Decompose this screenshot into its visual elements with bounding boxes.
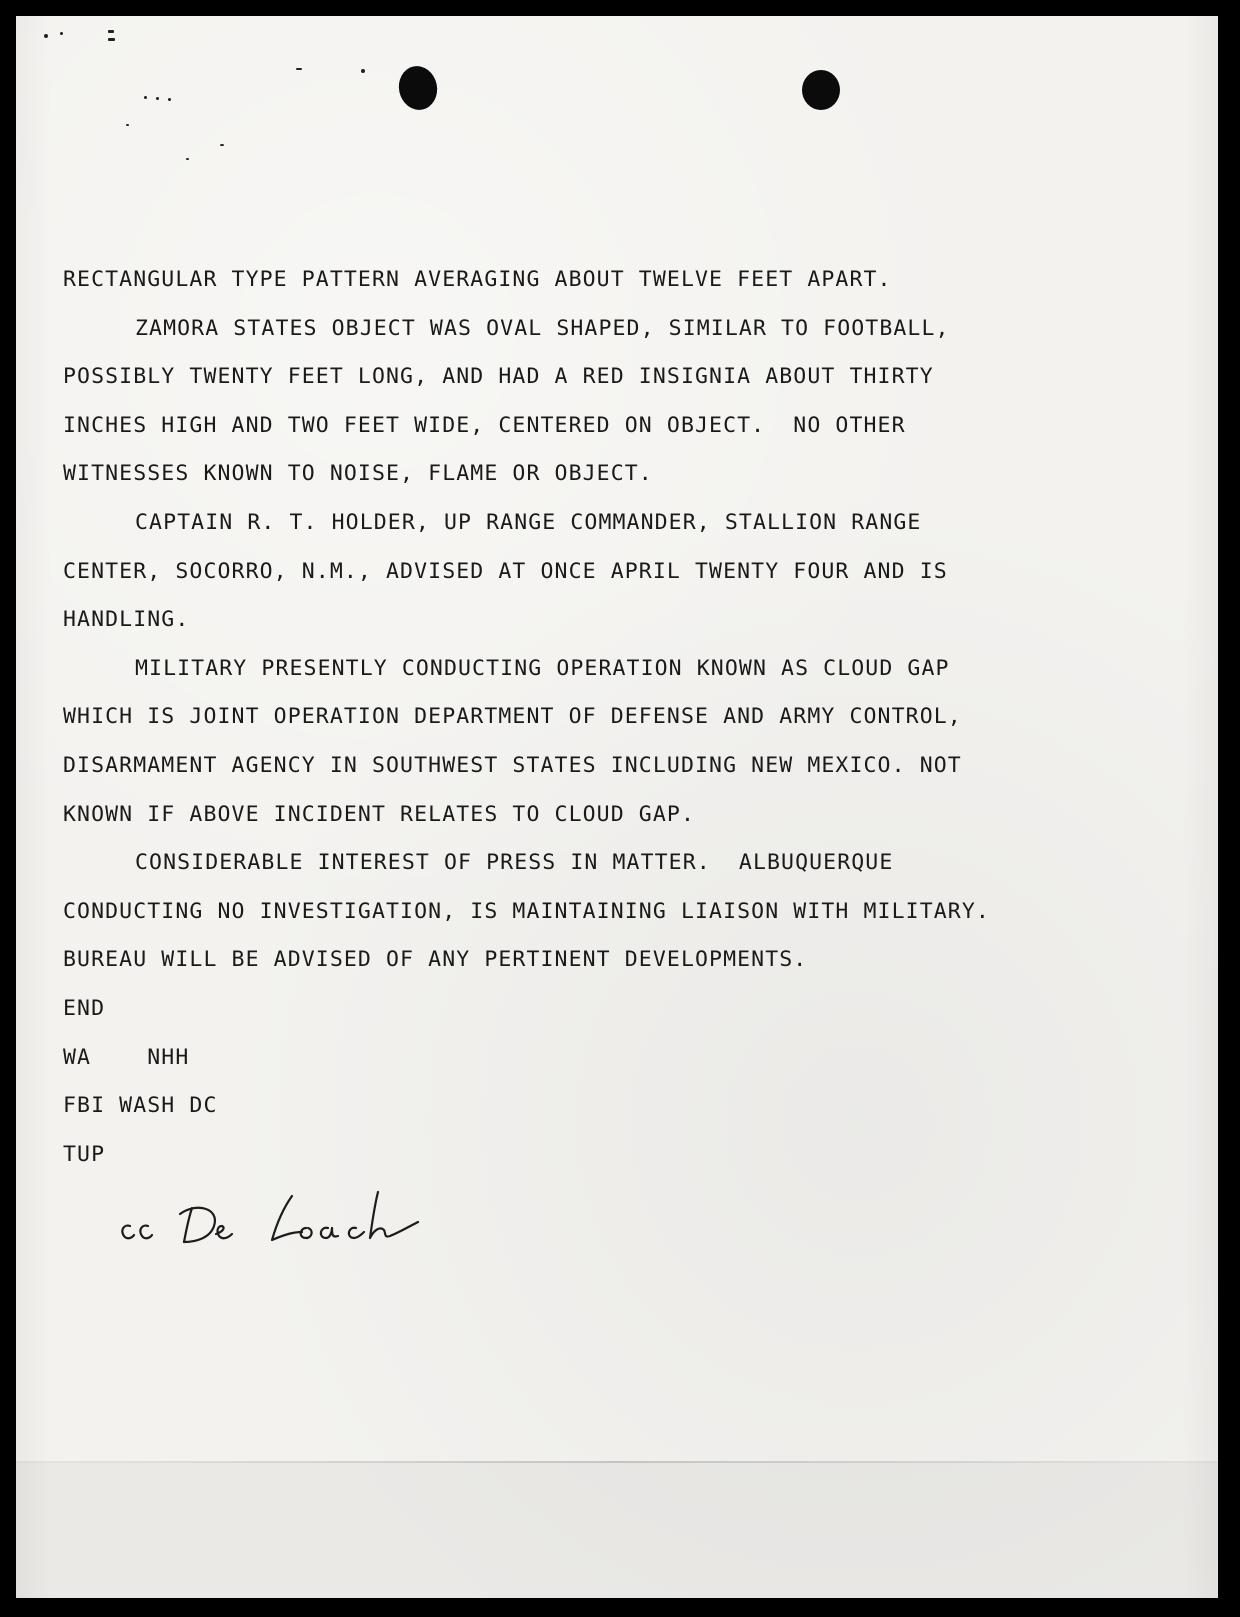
- text-line: TUP: [63, 1141, 106, 1167]
- teletype-body-text: [63, 256, 1173, 1179]
- text-line: BUREAU WILL BE ADVISED OF ANY PERTINENT DEVELOPMENTS.: [63, 947, 808, 973]
- text-line: WITNESSES KNOWN TO NOISE, FLAME OR OBJECT.: [63, 461, 653, 487]
- ink-speck: [108, 30, 114, 33]
- ink-speck: [168, 98, 171, 101]
- text-line: FBI WASH DC: [63, 1093, 218, 1119]
- text-line: CAPTAIN R. T. HOLDER, UP RANGE COMMANDER, STALLION RANGE: [135, 509, 922, 535]
- ink-speck: [220, 144, 224, 146]
- page-bottom-strip: [16, 1463, 1218, 1598]
- ink-speck: [60, 32, 63, 35]
- ink-speck: [296, 68, 302, 70]
- ink-speck: [156, 97, 159, 100]
- text-line: MILITARY PRESENTLY CONDUCTING OPERATION KNOWN AS CLOUD GAP: [135, 655, 950, 681]
- ink-speck: [186, 158, 189, 160]
- ink-speck: [126, 124, 129, 126]
- text-line: CONSIDERABLE INTEREST OF PRESS IN MATTER. ALBUQUERQUE: [135, 850, 894, 876]
- text-line: POSSIBLY TWENTY FEET LONG, AND HAD A RED INSIGNIA ABOUT THIRTY: [63, 364, 934, 390]
- ink-speck: [108, 38, 115, 41]
- punch-hole-left: [395, 63, 441, 114]
- text-line: WA NHH: [63, 1044, 190, 1070]
- handwritten-signature: [116, 1186, 436, 1266]
- text-line: HANDLING.: [63, 607, 190, 633]
- text-line: CONDUCTING NO INVESTIGATION, IS MAINTAINING LIAISON WITH MILITARY.: [63, 898, 990, 924]
- ink-speck: [144, 96, 147, 99]
- punch-hole-right: [802, 70, 840, 110]
- ink-speck: [361, 69, 365, 73]
- text-line: INCHES HIGH AND TWO FEET WIDE, CENTERED ON OBJECT. NO OTHER: [63, 412, 906, 438]
- text-line: END: [63, 995, 106, 1021]
- ink-speck: [44, 34, 48, 38]
- text-line: DISARMAMENT AGENCY IN SOUTHWEST STATES INCLUDING NEW MEXICO. NOT: [63, 752, 962, 778]
- text-line: WHICH IS JOINT OPERATION DEPARTMENT OF DEFENSE AND ARMY CONTROL,: [63, 704, 962, 730]
- document-page: [16, 16, 1218, 1598]
- text-line: KNOWN IF ABOVE INCIDENT RELATES TO CLOUD GAP.: [63, 801, 695, 827]
- text-line: CENTER, SOCORRO, N.M., ADVISED AT ONCE APRIL TWENTY FOUR AND IS: [63, 558, 948, 584]
- text-line: RECTANGULAR TYPE PATTERN AVERAGING ABOUT TWELVE FEET APART.: [63, 267, 892, 292]
- text-line: ZAMORA STATES OBJECT WAS OVAL SHAPED, SIMILAR TO FOOTBALL,: [135, 315, 950, 341]
